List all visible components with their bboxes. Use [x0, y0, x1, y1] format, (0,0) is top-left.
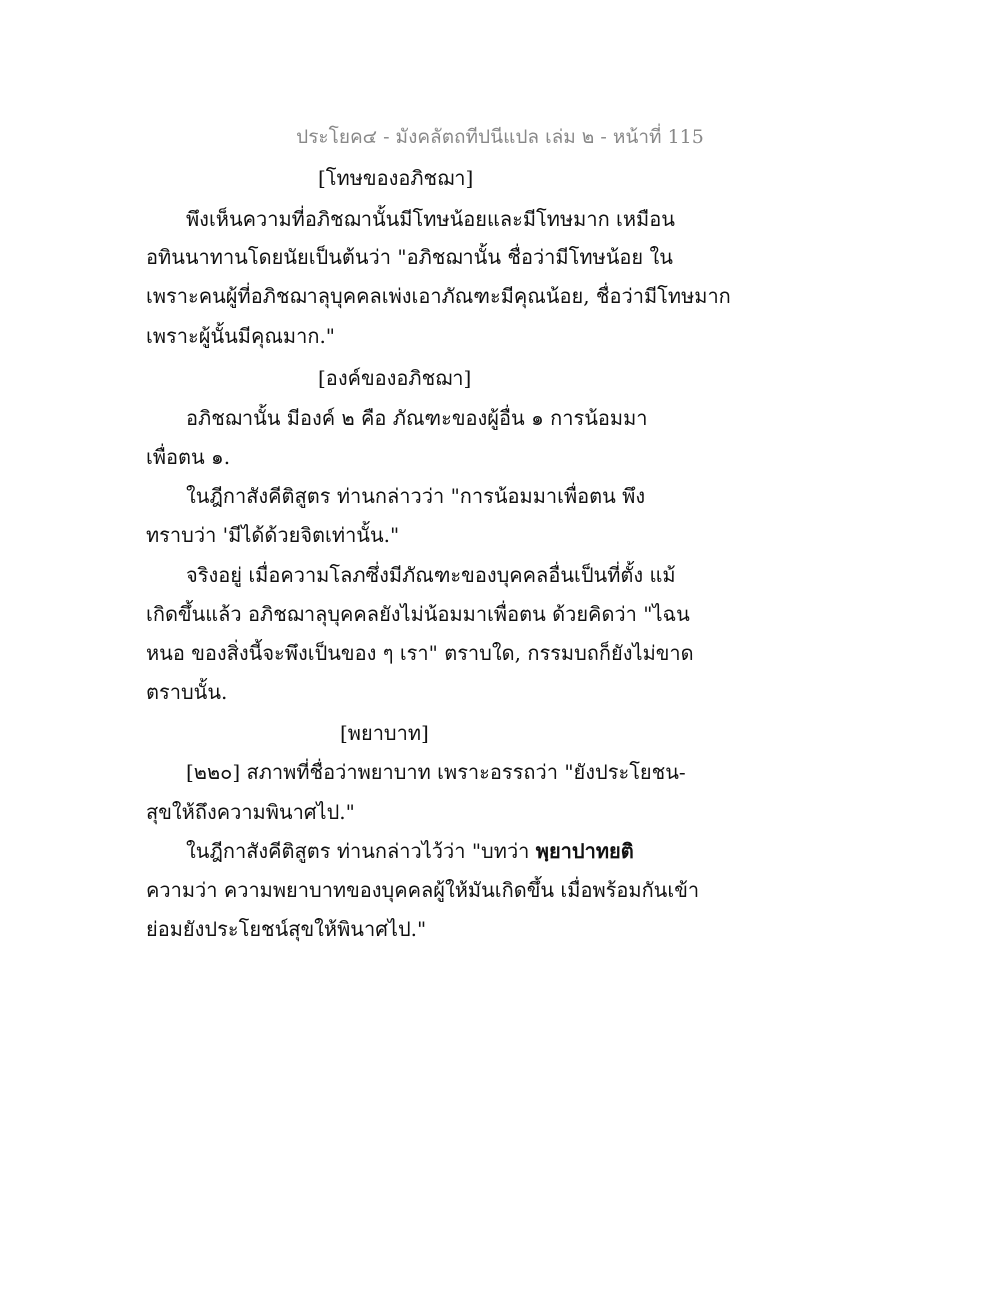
paragraph-1-line-2: อทินนาทานโดยนัยเป็นต้นว่า "อภิชฌานั้น ชื่อว่ามีโทษน้อย ใน: [146, 245, 673, 269]
paragraph-2-line-2: เพื่อตน ๑.: [146, 445, 231, 469]
section-heading-2: [องค์ของอภิชฌา]: [318, 366, 472, 390]
paragraph-4-line-3: หนอ ของสิ่งนี้จะพึงเป็นของ ๆ เรา" ตราบใด, กรรมบถก็ยังไม่ขาด: [146, 641, 694, 665]
paragraph-3-line-1: ในฎีกาสังคีติสูตร ท่านกล่าวว่า "การน้อมมาเพื่อตน พึง: [186, 484, 646, 508]
paragraph-1-line-3: เพราะคนผู้ที่อภิชฌาลุบุคคลเพ่งเอาภัณฑะมีคุณน้อย, ชื่อว่ามีโทษมาก: [146, 284, 731, 308]
paragraph-2-line-1: อภิชฌานั้น มีองค์ ๒ คือ ภัณฑะของผู้อื่น ๑ การน้อมมา: [186, 406, 648, 430]
paragraph-4-line-4: ตราบนั้น.: [146, 680, 228, 704]
paragraph-1-line-4: เพราะผู้นั้นมีคุณมาก.": [146, 324, 335, 348]
paragraph-6-line-3: ย่อมยังประโยชน์สุขให้พินาศไป.": [146, 917, 427, 941]
paragraph-6-line-1-text: ในฎีกาสังคีติสูตร ท่านกล่าวไว้ว่า "บทว่า: [186, 839, 536, 863]
paragraph-1-line-1: พึงเห็นความที่อภิชฌานั้นมีโทษน้อยและมีโทษมาก เหมือน: [186, 207, 675, 231]
paragraph-3-line-2: ทราบว่า 'มีได้ด้วยจิตเท่านั้น.": [146, 523, 400, 547]
paragraph-4-line-2: เกิดขึ้นแล้ว อภิชฌาลุบุคคลยังไม่น้อมมาเพื่อตน ด้วยคิดว่า "ไฉน: [146, 602, 690, 626]
section-heading-1: [โทษของอภิชฌา]: [318, 166, 474, 190]
paragraph-5-line-2: สุขให้ถึงความพินาศไป.": [146, 800, 355, 824]
paragraph-5-line-1: [๒๒๐] สภาพที่ชื่อว่าพยาบาท เพราะอรรถว่า "ยังประโยชน-: [186, 760, 686, 784]
pali-term-bold: พฺยาปาทยติ: [535, 839, 634, 863]
paragraph-6-line-1: [186, 835, 634, 867]
paragraph-6-line-2: ความว่า ความพยาบาทของบุคคลผู้ให้มันเกิดขึ้น เมื่อพร้อมกันเข้า: [146, 878, 700, 902]
section-heading-3: [พยาบาท]: [340, 721, 429, 745]
page-header: [0, 122, 1000, 152]
paragraph-4-line-1: จริงอยู่ เมื่อความโลภซึ่งมีภัณฑะของบุคคลอื่นเป็นที่ตั้ง แม้: [186, 563, 676, 587]
page-header-text: ประโยค๔ - มังคลัตถทีปนีแปล เล่ม ๒ - หน้าที่ 115: [296, 126, 704, 148]
